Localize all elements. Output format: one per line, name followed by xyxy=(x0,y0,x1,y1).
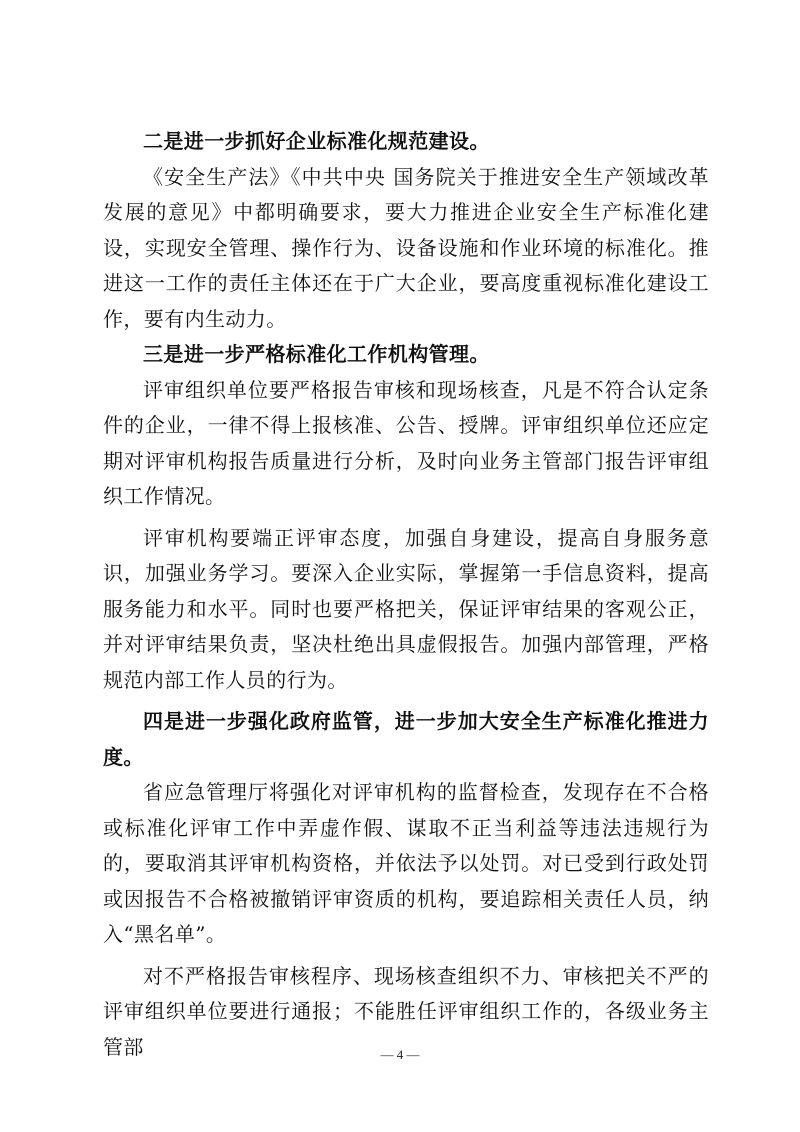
section-heading-2: 二是进一步抓好企业标准化规范建设。 xyxy=(143,129,490,153)
paragraph: 评审机构要端正评审态度，加强自身建设，提高自身服务意识，加强业务学习。要深入企业实际，掌握第一手信息资料，提高服务能力和水平。同时也要严格把关，保证评审结果的客观公正，并对评审结果负责，坚决杜绝出具虚假报告。加强内部管理，严格规范内部工作人员的行为。 xyxy=(103,525,709,692)
paragraph: 对不严格报告审核程序、现场核查组织不力、审核把关不严的评审组织单位要进行通报；不能胜任评审组织工作的，各级业务主管部 xyxy=(103,963,709,1059)
page-number: — 4 — xyxy=(380,1047,420,1062)
paragraph: 省应急管理厅将强化对评审机构的监督检查，发现存在不合格或标准化评审工作中弄虚作假、谋取不正当利益等违法违规行为的，要取消其评审机构资格，并依法予以处罚。对已受到行政处罚或因报告不合格被撤销评审资质的机构，要追踪相关责任人员，纳入“黑名单”。 xyxy=(103,780,709,946)
section-heading-3: 三是进一步严格标准化工作机构管理。 xyxy=(143,342,490,366)
section-heading-4: 四是进一步强化政府监管，进一步加大安全生产标准化推进力度。 xyxy=(103,709,709,769)
paragraph: 《安全生产法》《中共中央 国务院关于推进安全生产领域改革发展的意见》中都明确要求，要大力推进企业安全生产标准化建设，实现安全管理、操作行为、设备设施和作业环境的标准化。推进这一工作的责任主体还在于广大企业，要高度重视标准化建设工作，要有内生动力。 xyxy=(103,164,709,331)
paragraph: 评审组织单位要严格报告审核和现场核查，凡是不符合认定条件的企业，一律不得上报核准、公告、授牌。评审组织单位还应定期对评审机构报告质量进行分析，及时向业务主管部门报告评审组织工作情况。 xyxy=(103,377,709,508)
document-body xyxy=(103,124,709,1065)
